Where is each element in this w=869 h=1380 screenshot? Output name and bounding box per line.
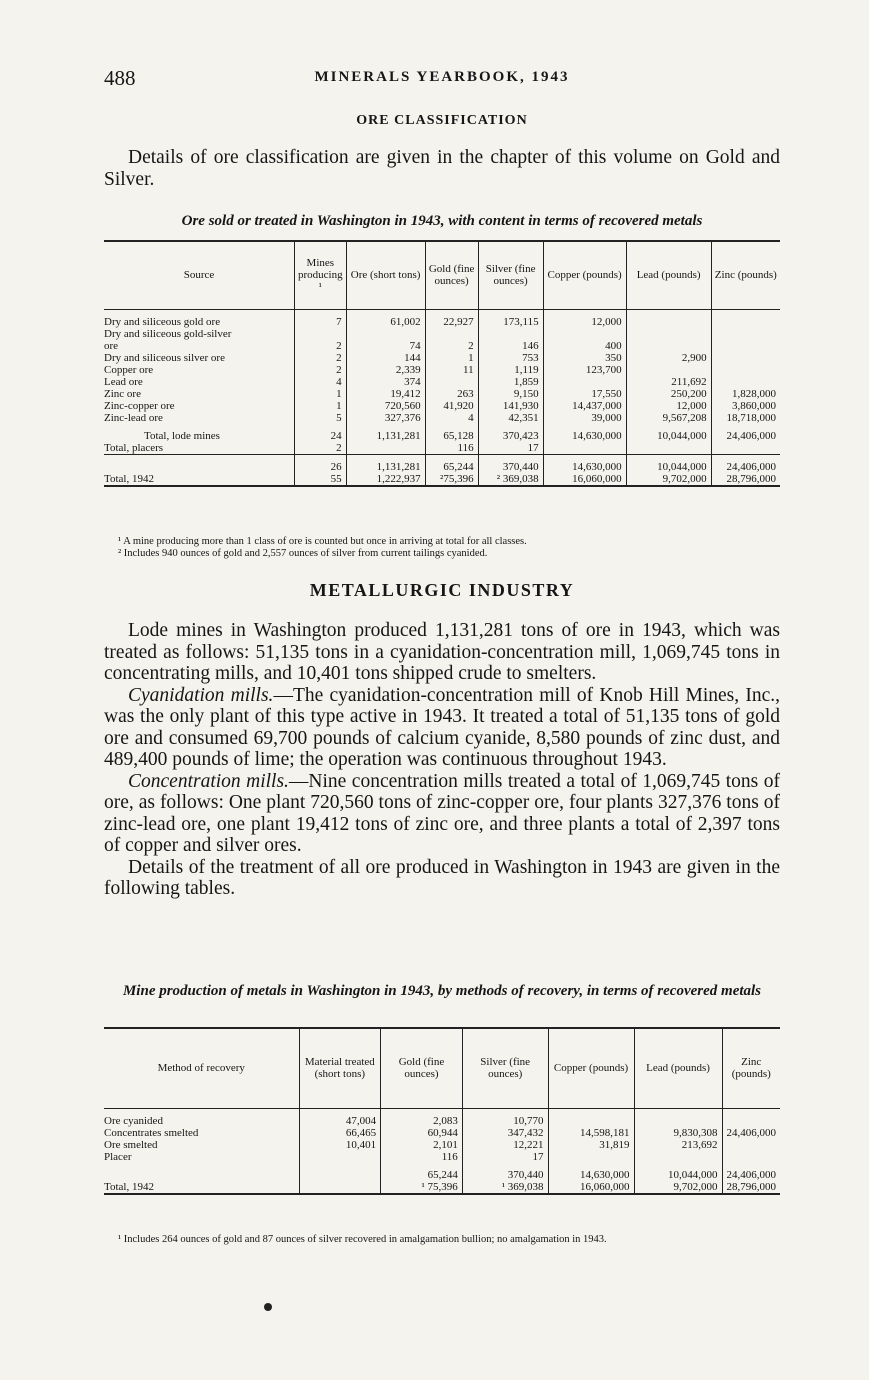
table-cell bbox=[295, 328, 347, 340]
table-totals bbox=[104, 1163, 780, 1194]
paragraph-text: Lode mines in Washington produced 1,131,281 tons of ore in 1943, which was treated as follows: 51,135 tons in a cyanidation-concentration mill, 1,069,745 tons in concentrating mills, and 10,401 tons shipped crude to smelters. bbox=[104, 620, 780, 684]
paragraph-text bbox=[104, 685, 780, 771]
row-label: Zinc-copper ore bbox=[104, 399, 175, 412]
table-row bbox=[104, 388, 780, 400]
table-cell: 24,406,000 bbox=[722, 1169, 780, 1181]
running-title: MINERALS YEARBOOK, 1943 bbox=[314, 69, 570, 85]
row-label: Zinc ore bbox=[104, 387, 141, 400]
table-cell bbox=[626, 364, 711, 376]
table-cell: 144 bbox=[346, 352, 425, 364]
table-row bbox=[104, 352, 780, 364]
table-cell: 1 bbox=[295, 400, 347, 412]
row-label: Total, 1942 bbox=[104, 1180, 154, 1193]
table-row bbox=[104, 430, 780, 442]
table-cell: 4 bbox=[425, 412, 478, 424]
table-row bbox=[104, 442, 780, 455]
row-label: Dry and siliceous gold-silver bbox=[104, 327, 232, 340]
table-cell: 4 bbox=[295, 376, 347, 388]
table-cell: 31,819 bbox=[548, 1139, 634, 1151]
table-cell: 12,000 bbox=[543, 316, 626, 328]
row-label: Zinc-lead ore bbox=[104, 411, 163, 424]
section-heading-metallurgic-industry: METALLURGIC INDUSTRY bbox=[309, 580, 575, 600]
table-cell: 1,119 bbox=[478, 364, 543, 376]
table-cell: 2,900 bbox=[626, 352, 711, 364]
table-header-row bbox=[104, 1028, 780, 1108]
table-row bbox=[104, 1115, 780, 1127]
table-cell: 61,002 bbox=[346, 316, 425, 328]
table-cell: 17,550 bbox=[543, 388, 626, 400]
table-cell bbox=[722, 1151, 780, 1163]
table-cell: 2 bbox=[295, 442, 347, 455]
table-cell: 12,000 bbox=[626, 400, 711, 412]
table-cell: 400 bbox=[543, 340, 626, 352]
col-header: Method of recovery bbox=[157, 1062, 245, 1075]
table-row bbox=[104, 376, 780, 388]
table-cell: 327,376 bbox=[346, 412, 425, 424]
table-cell: 753 bbox=[478, 352, 543, 364]
col-header: Gold (fine ounces) bbox=[425, 241, 478, 309]
table-cell bbox=[626, 442, 711, 455]
table-cell: 47,004 bbox=[299, 1115, 381, 1127]
table-row bbox=[104, 316, 780, 328]
col-header: Ore (short tons) bbox=[346, 241, 425, 309]
row-label: Total, 1942 bbox=[104, 472, 154, 485]
table-row bbox=[104, 461, 780, 473]
table-cell: 10,401 bbox=[299, 1139, 381, 1151]
table-cell: 12,221 bbox=[462, 1139, 548, 1151]
table-cell: 1,222,937 bbox=[346, 473, 425, 486]
col-header: Silver (fine ounces) bbox=[478, 241, 543, 309]
table-cell: 74 bbox=[346, 340, 425, 352]
table-cell bbox=[634, 1115, 722, 1127]
table-row bbox=[104, 400, 780, 412]
table-cell: ² 369,038 bbox=[478, 473, 543, 486]
col-header: Lead (pounds) bbox=[634, 1028, 722, 1108]
table-cell: 14,630,000 bbox=[548, 1169, 634, 1181]
table-cell: 55 bbox=[295, 473, 347, 486]
table-cell: 16,060,000 bbox=[543, 473, 626, 486]
table-body bbox=[104, 1108, 780, 1163]
table-cell: 370,440 bbox=[478, 461, 543, 473]
table-cell: 65,244 bbox=[425, 461, 478, 473]
table-cell: 10,044,000 bbox=[626, 461, 711, 473]
table-cell: 370,423 bbox=[478, 430, 543, 442]
table-cell: 5 bbox=[295, 412, 347, 424]
table-cell: 16,060,000 bbox=[548, 1181, 634, 1194]
section-heading-ore-classification: ORE CLASSIFICATION bbox=[356, 113, 528, 128]
table-cell bbox=[346, 328, 425, 340]
table-row bbox=[104, 412, 780, 424]
table-cell: 22,927 bbox=[425, 316, 478, 328]
footnote: ¹ A mine producing more than 1 class of ore is counted but once in arriving at total for all classes. bbox=[118, 536, 527, 547]
table-cell: ²75,396 bbox=[425, 473, 478, 486]
table-cell: 10,044,000 bbox=[626, 430, 711, 442]
table-cell: 2 bbox=[295, 352, 347, 364]
table-cell: 347,432 bbox=[462, 1127, 548, 1139]
table-cell: 18,718,000 bbox=[711, 412, 780, 424]
table1-caption: Ore sold or treated in Washington in 1943, with content in terms of recovered metals bbox=[181, 213, 703, 229]
ore-classification-paragraph bbox=[104, 147, 780, 190]
table-cell: 24,406,000 bbox=[722, 1127, 780, 1139]
table-cell bbox=[634, 1151, 722, 1163]
table-cell: 1 bbox=[295, 388, 347, 400]
table-cell bbox=[299, 1169, 381, 1181]
row-label: Dry and siliceous silver ore bbox=[104, 351, 225, 364]
table-cell: ¹ 75,396 bbox=[381, 1181, 463, 1194]
table-cell: 66,465 bbox=[299, 1127, 381, 1139]
table-cell: 3,860,000 bbox=[711, 400, 780, 412]
table-cell: 65,244 bbox=[381, 1169, 463, 1181]
table-cell bbox=[711, 340, 780, 352]
table-cell bbox=[543, 376, 626, 388]
production-methods-table bbox=[104, 1027, 780, 1195]
col-header: Copper (pounds) bbox=[548, 1028, 634, 1108]
paragraph-text: Details of the treatment of all ore produced in Washington in 1943 are given in the following tables. bbox=[104, 856, 780, 899]
row-label: Ore cyanided bbox=[104, 1114, 163, 1127]
table-cell: 42,351 bbox=[478, 412, 543, 424]
row-label: ore bbox=[104, 339, 119, 352]
table-row bbox=[104, 340, 780, 352]
table-cell: 250,200 bbox=[626, 388, 711, 400]
table-cell: 1,859 bbox=[478, 376, 543, 388]
table-cell: 9,150 bbox=[478, 388, 543, 400]
paragraph-lead: Cyanidation mills. bbox=[128, 684, 274, 706]
table-cell: 2,101 bbox=[381, 1139, 463, 1151]
table-cell bbox=[548, 1151, 634, 1163]
footnote: ² Includes 940 ounces of gold and 2,557 ounces of silver from current tailings cyanided. bbox=[118, 547, 488, 559]
table2-caption: Mine production of metals in Washington in 1943, by methods of recovery, in terms of recovered metals bbox=[122, 983, 762, 999]
table-cell: 14,630,000 bbox=[543, 461, 626, 473]
row-label: Placer bbox=[104, 1150, 132, 1163]
table-cell bbox=[722, 1139, 780, 1151]
table-cell bbox=[722, 1115, 780, 1127]
table-cell bbox=[626, 328, 711, 340]
table-cell: 17 bbox=[462, 1151, 548, 1163]
table-cell: 2 bbox=[295, 364, 347, 376]
row-label: Dry and siliceous gold ore bbox=[104, 315, 221, 328]
metallurgic-text bbox=[104, 620, 780, 900]
table-cell bbox=[711, 328, 780, 340]
col-header: Gold (fine ounces) bbox=[381, 1028, 463, 1108]
table-cell: 9,702,000 bbox=[626, 473, 711, 486]
paragraph-body: —The cyanidation-concentration mill of Knob Hill Mines, Inc., was the only plant of this type active in 1943. It treated a total of 51,135 tons of gold ore and consumed 69,700 pounds of calcium cyanide, 8,580 pounds of zinc dust, and 489,400 pounds of lime; the operation was continuous throughout 1943. bbox=[104, 684, 780, 770]
table-cell: 2,339 bbox=[346, 364, 425, 376]
table-cell bbox=[626, 316, 711, 328]
row-label: Concentrates smelted bbox=[104, 1126, 199, 1139]
table-cell: 1 bbox=[425, 352, 478, 364]
table-row bbox=[104, 364, 780, 376]
table-cell bbox=[299, 1151, 381, 1163]
table-cell: 116 bbox=[425, 442, 478, 455]
table-cell: 17 bbox=[478, 442, 543, 455]
paragraph-text: Details of ore classification are given in the chapter of this volume on Gold and Silver. bbox=[104, 147, 780, 190]
col-header: Mines producing ¹ bbox=[295, 241, 347, 309]
table-cell: 1,131,281 bbox=[346, 430, 425, 442]
table-row bbox=[104, 473, 780, 486]
table-cell: 26 bbox=[295, 461, 347, 473]
row-label bbox=[104, 461, 295, 473]
table-cell: 24,406,000 bbox=[711, 430, 780, 442]
table-cell: 28,796,000 bbox=[711, 473, 780, 486]
table-cell: 24,406,000 bbox=[711, 461, 780, 473]
table-cell: 11 bbox=[425, 364, 478, 376]
table-cell bbox=[299, 1181, 381, 1194]
table-cell: 60,944 bbox=[381, 1127, 463, 1139]
row-label: Total, placers bbox=[104, 441, 164, 454]
row-label: Ore smelted bbox=[104, 1138, 158, 1151]
table-cell bbox=[626, 340, 711, 352]
ink-dot bbox=[264, 1303, 272, 1311]
table-cell: 28,796,000 bbox=[722, 1181, 780, 1194]
page-number: 488 bbox=[104, 66, 136, 90]
col-header: Silver (fine ounces) bbox=[462, 1028, 548, 1108]
col-header: Material treated (short tons) bbox=[299, 1028, 381, 1108]
table-cell: 173,115 bbox=[478, 316, 543, 328]
table-cell bbox=[711, 316, 780, 328]
table-cell: 211,692 bbox=[626, 376, 711, 388]
table-cell: 2 bbox=[425, 340, 478, 352]
table-cell: 24 bbox=[295, 430, 347, 442]
table-cell bbox=[711, 376, 780, 388]
table-cell bbox=[543, 442, 626, 455]
table-totals-a bbox=[104, 424, 780, 455]
table-cell bbox=[346, 442, 425, 455]
footnote: ¹ Includes 264 ounces of gold and 87 ounces of silver recovered in amalgamation bullion; no amalgamation in 1943. bbox=[118, 1234, 607, 1245]
table-cell bbox=[548, 1115, 634, 1127]
table-cell: 9,702,000 bbox=[634, 1181, 722, 1194]
table-row bbox=[104, 1181, 780, 1194]
col-header: Zinc (pounds) bbox=[711, 241, 780, 309]
row-label: Copper ore bbox=[104, 363, 154, 376]
paragraph-body: —Nine concentration mills treated a total of 1,069,745 tons of ore, as follows: One plant 720,560 tons of zinc-copper ore, four plants 327,376 tons of zinc-lead ore, one plant 19,412 tons of zinc ore, and three plants a total of 2,397 tons of copper and silver ores. bbox=[104, 770, 780, 856]
running-head bbox=[104, 66, 780, 92]
table-cell bbox=[478, 328, 543, 340]
table-row bbox=[104, 1151, 780, 1163]
table-row bbox=[104, 328, 780, 340]
table-cell: 14,598,181 bbox=[548, 1127, 634, 1139]
table-cell: 370,440 bbox=[462, 1169, 548, 1181]
ore-sold-table bbox=[104, 240, 780, 487]
table-cell: 2,083 bbox=[381, 1115, 463, 1127]
row-label: Total, lode mines bbox=[144, 429, 220, 442]
table-cell bbox=[711, 352, 780, 364]
table-body bbox=[104, 309, 780, 424]
table-cell: 146 bbox=[478, 340, 543, 352]
table-cell: 374 bbox=[346, 376, 425, 388]
table-cell bbox=[711, 364, 780, 376]
table-cell: ¹ 369,038 bbox=[462, 1181, 548, 1194]
table-cell: 10,044,000 bbox=[634, 1169, 722, 1181]
table-cell: 9,830,308 bbox=[634, 1127, 722, 1139]
table-cell: 41,920 bbox=[425, 400, 478, 412]
table-totals-b bbox=[104, 454, 780, 486]
table-cell: 7 bbox=[295, 316, 347, 328]
table-cell: 2 bbox=[295, 340, 347, 352]
col-header: Source bbox=[183, 269, 215, 282]
table-cell bbox=[543, 328, 626, 340]
table-cell: 10,770 bbox=[462, 1115, 548, 1127]
col-header: Copper (pounds) bbox=[543, 241, 626, 309]
table-header-row bbox=[104, 241, 780, 309]
row-label: Lead ore bbox=[104, 375, 143, 388]
table-cell: 720,560 bbox=[346, 400, 425, 412]
table2-footnotes bbox=[104, 1234, 780, 1246]
table-row bbox=[104, 1127, 780, 1139]
table-cell: 263 bbox=[425, 388, 478, 400]
row-label bbox=[104, 1169, 299, 1181]
table-cell bbox=[425, 376, 478, 388]
table-cell: 19,412 bbox=[346, 388, 425, 400]
table-cell bbox=[425, 328, 478, 340]
table-cell: 213,692 bbox=[634, 1139, 722, 1151]
table-cell: 39,000 bbox=[543, 412, 626, 424]
table-cell: 141,930 bbox=[478, 400, 543, 412]
table-cell: 1,131,281 bbox=[346, 461, 425, 473]
table-cell: 14,437,000 bbox=[543, 400, 626, 412]
paragraph-text bbox=[104, 771, 780, 857]
table-cell: 116 bbox=[381, 1151, 463, 1163]
table1-footnotes bbox=[104, 536, 780, 559]
table-cell: 14,630,000 bbox=[543, 430, 626, 442]
table-row bbox=[104, 1139, 780, 1151]
table-cell: 1,828,000 bbox=[711, 388, 780, 400]
table-cell: 350 bbox=[543, 352, 626, 364]
col-header: Zinc (pounds) bbox=[722, 1028, 780, 1108]
col-header: Lead (pounds) bbox=[626, 241, 711, 309]
paragraph-lead: Concentration mills. bbox=[128, 770, 289, 792]
table-cell: 123,700 bbox=[543, 364, 626, 376]
table-cell: 9,567,208 bbox=[626, 412, 711, 424]
table-row bbox=[104, 1169, 780, 1181]
table-cell: 65,128 bbox=[425, 430, 478, 442]
table-cell bbox=[711, 442, 780, 455]
